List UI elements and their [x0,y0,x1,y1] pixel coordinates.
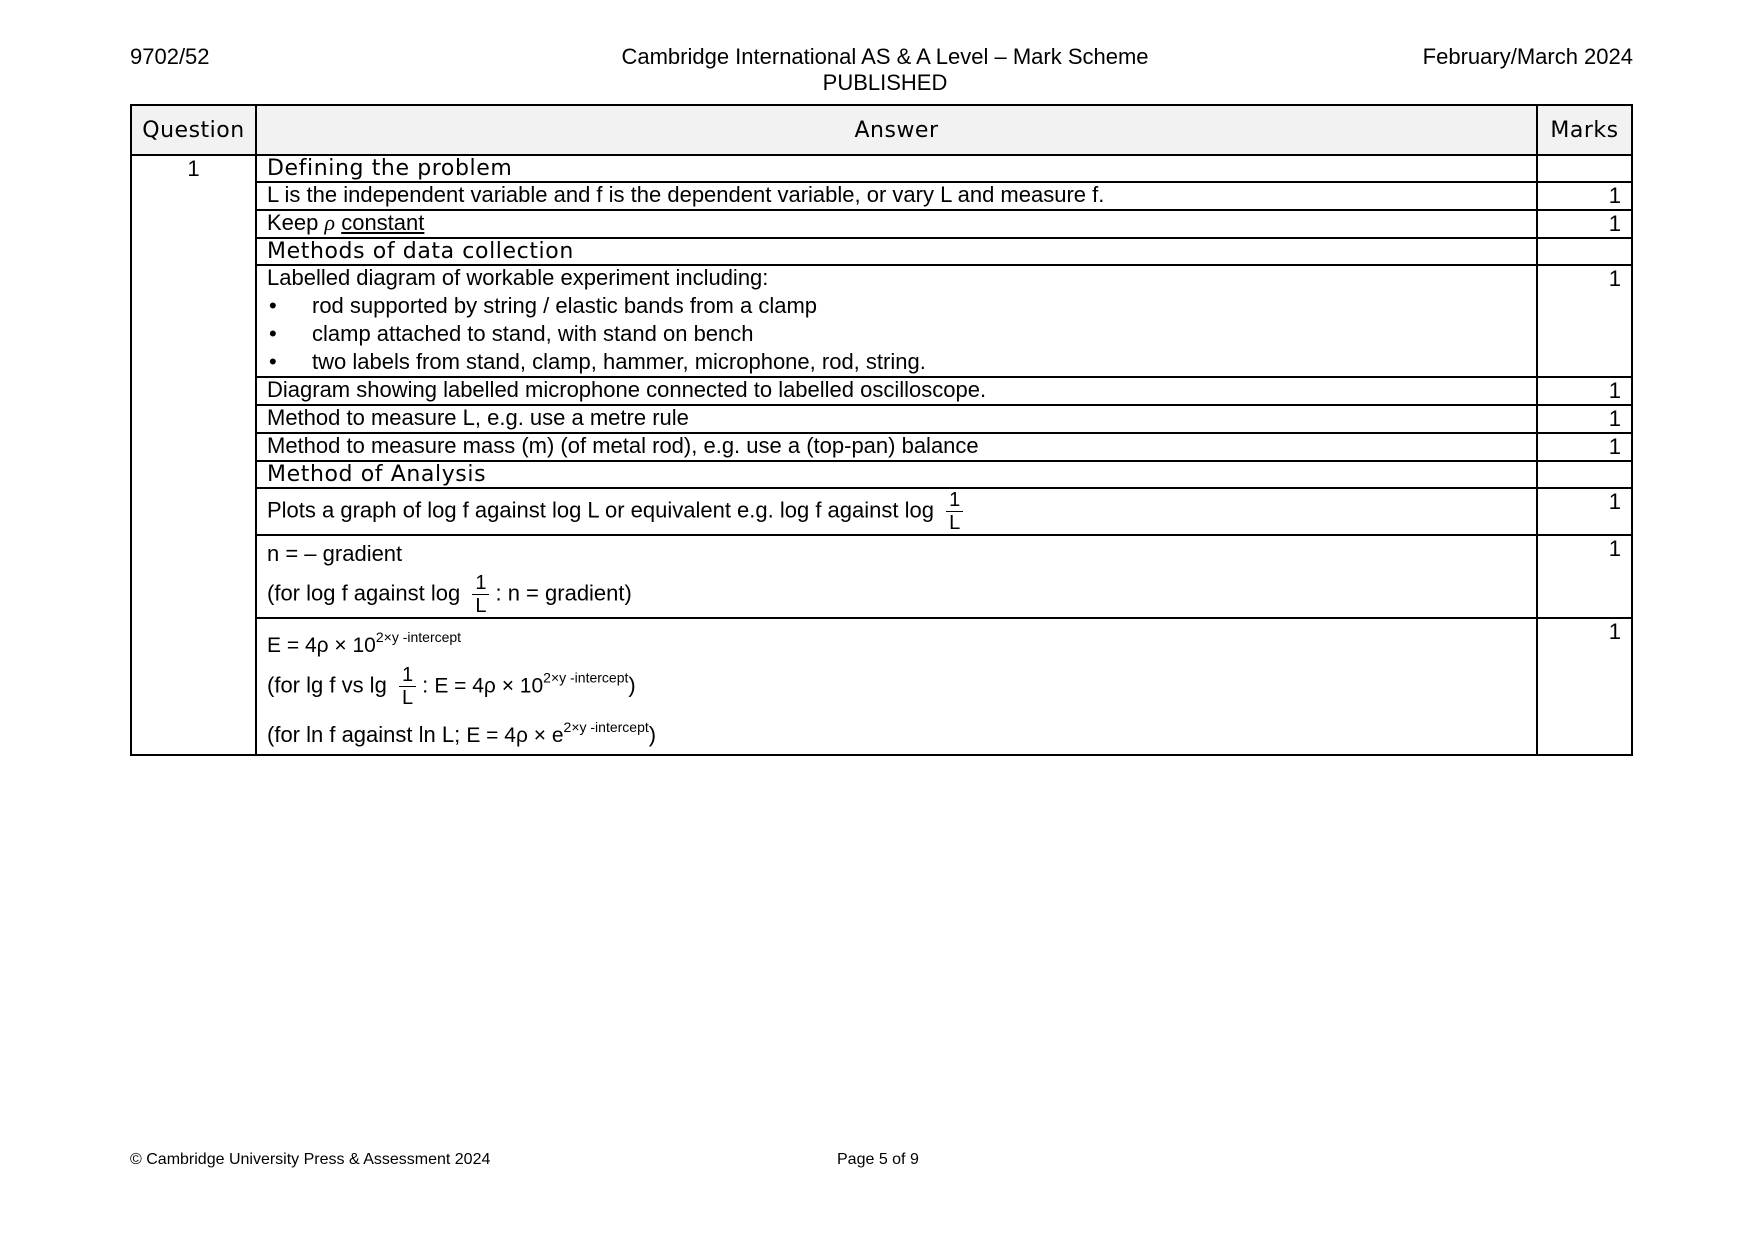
mark-value: 1 [1537,535,1632,618]
table-row [131,461,1632,488]
table-row [131,155,1632,182]
n-gradient-line: n = – gradient [267,541,403,566]
n-gradient-alt [267,572,1526,617]
marks-cell-empty [1537,238,1632,265]
answer-labelled-diagram [256,265,1537,377]
mark-value: 1 [1537,182,1632,210]
equation-base: E = 4ρ × 10 [267,634,376,657]
equation-exponent: 2×y -intercept [543,669,629,686]
table-row [131,405,1632,433]
fraction-denominator: L [949,512,961,534]
diagram-criteria-list [267,292,1526,376]
fraction-numerator: 1 [472,572,489,595]
table-row [131,535,1632,618]
fraction-numerator: 1 [946,489,963,512]
table-row [131,182,1632,210]
document-title-line1: Cambridge International AS & A Level – Mark Scheme [621,44,1149,69]
list-item: • rod supported by string / elastic bands from a clamp [267,292,1526,320]
equation-base: E = 4ρ × e [466,724,564,747]
equation-log10 [267,619,1526,664]
section-heading-defining-problem: Defining the problem [256,155,1537,182]
marks-cell-empty [1537,461,1632,488]
equation-exponent: 2×y -intercept [563,719,649,735]
diagram-intro: Labelled diagram of workable experiment including: [267,265,769,290]
answer-young-modulus [256,618,1537,755]
plot-graph-text: Plots a graph of log f against log L or equivalent e.g. log f against log [267,497,934,523]
page-number: Page 5 of 9 [837,1151,919,1168]
section-heading-analysis: Method of Analysis [256,461,1537,488]
table-row [131,618,1632,755]
table-row [131,433,1632,461]
answer-microphone-oscilloscope: Diagram showing labelled microphone connected to labelled oscilloscope. [256,377,1537,405]
fraction-denominator: L [401,687,414,709]
answer-measure-length: Method to measure L, e.g. use a metre rule [256,405,1537,433]
ln-prefix: (for ln f against ln L; [267,722,461,747]
column-header-answer: Answer [256,105,1537,155]
mark-value: 1 [1537,210,1632,238]
paper-code: 9702/52 [130,44,210,69]
ln-close: ) [648,722,657,747]
list-item: • two labels from stand, clamp, hammer, microphone, rod, string. [267,348,1526,376]
answer-plot-graph [256,488,1537,535]
mark-value: 1 [1537,377,1632,405]
mark-value: 1 [1537,488,1632,535]
equation-exponent: 2×y -intercept [375,629,462,645]
lg-prefix: (for lg f vs lg [267,672,387,698]
column-header-question: Question [131,105,256,155]
mark-value: 1 [1537,433,1632,461]
document-title-line2: PUBLISHED [822,70,948,95]
fraction-numerator: 1 [399,664,416,687]
fraction-one-over-l [399,664,416,709]
fraction-one-over-l [946,489,963,534]
fraction-one-over-l [472,572,489,617]
table-header-row [131,105,1632,155]
copyright-notice: © Cambridge University Press & Assessment 2024 [130,1151,491,1168]
equation-base: E = 4ρ × 10 [434,674,544,698]
question-number: 1 [131,155,256,755]
mark-scheme-table [130,104,1633,756]
marks-cell-empty [1537,155,1632,182]
exam-session: February/March 2024 [1422,44,1633,69]
answer-n-gradient [256,535,1537,618]
lg-close: ) [628,672,636,698]
lg-colon: : [422,672,429,698]
equation-ln-alt [267,709,1526,754]
table-row [131,210,1632,238]
mark-value: 1 [1537,618,1632,755]
mark-value: 1 [1537,405,1632,433]
section-heading-data-collection: Methods of data collection [256,238,1537,265]
constant-underlined: constant [341,210,425,235]
table-row [131,238,1632,265]
list-item: • clamp attached to stand, with stand on bench [267,320,1526,348]
alt-suffix: : n = gradient) [495,580,632,606]
mark-value: 1 [1537,265,1632,377]
column-header-marks: Marks [1537,105,1632,155]
answer-keep-rho-constant [256,210,1537,238]
table-row [131,488,1632,535]
equation-lg-alt [267,664,1526,709]
alt-prefix: (for log f against log [267,580,461,606]
table-row [131,377,1632,405]
answer-variables: L is the independent variable and f is the dependent variable, or vary L and measure f. [256,182,1537,210]
keep-text: Keep [267,210,319,235]
fraction-denominator: L [475,595,487,617]
table-row [131,265,1632,377]
rho-symbol: ρ [324,210,336,235]
answer-measure-mass: Method to measure mass (m) (of metal rod), e.g. use a (top-pan) balance [256,433,1537,461]
